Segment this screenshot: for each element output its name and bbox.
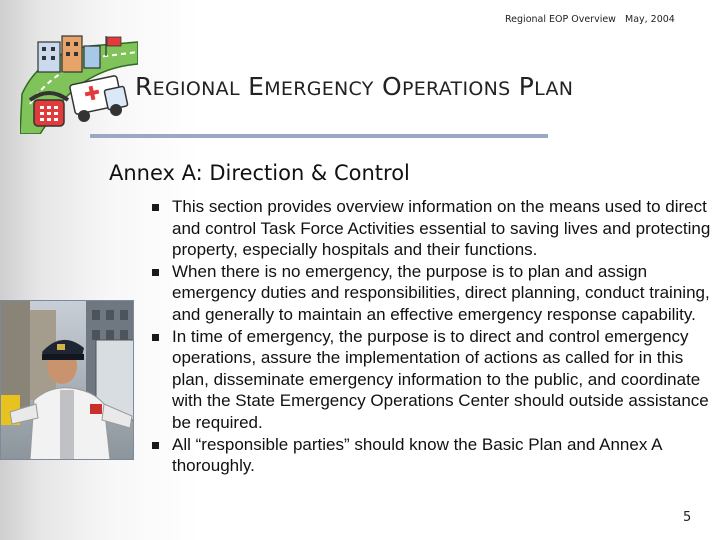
slide-header (505, 14, 675, 25)
list-item-text: When there is no emergency, the purpose is to plan and assign emergency duties and responsibilities, direct planning, conduct training, and generally to maintain an effective emergency response capability. (172, 261, 710, 324)
bullet-marker-icon (152, 204, 159, 211)
title-letter: P (518, 72, 535, 101)
list-item-text: This section provides overview information on the means used to direct and control Task Force Activities essential to saving lives and protecting property, especially hospitals and their functions. (172, 197, 711, 260)
header-caption: Regional EOP Overview (505, 14, 616, 25)
title-word-part: EGIONAL (152, 78, 240, 100)
title-letter: O (381, 72, 402, 101)
title-word-part: PERATIONS (401, 78, 511, 100)
list-item (152, 196, 712, 261)
slide-title (135, 72, 573, 101)
header-date: May, 2004 (625, 14, 675, 25)
list-item-text: In time of emergency, the purpose is to direct and control emergency operations, assure the implementation of actions as called for in this plan, disseminate emergency information to the public, and coordinate with the State Emergency Operations Center should outside assistance be required. (172, 326, 709, 432)
traffic-officer-photo-icon (0, 300, 134, 460)
list-item-text: All “responsible parties” should know the Basic Plan and Annex A thoroughly. (172, 434, 662, 476)
title-letter: R (135, 72, 153, 101)
bullet-marker-icon (152, 442, 159, 449)
title-word-part: MERGENCY (264, 78, 374, 100)
bullet-marker-icon (152, 269, 159, 276)
list-item (152, 261, 712, 326)
title-divider (90, 134, 548, 138)
list-item (152, 326, 712, 434)
section-subtitle: Annex A: Direction & Control (109, 161, 410, 185)
page-number: 5 (683, 510, 692, 525)
list-item (152, 434, 712, 477)
bullet-marker-icon (152, 334, 159, 341)
emergency-clipart-icon (20, 34, 138, 134)
title-word-part: LAN (534, 78, 574, 100)
bullet-list (152, 196, 712, 477)
title-letter: E (248, 72, 265, 101)
